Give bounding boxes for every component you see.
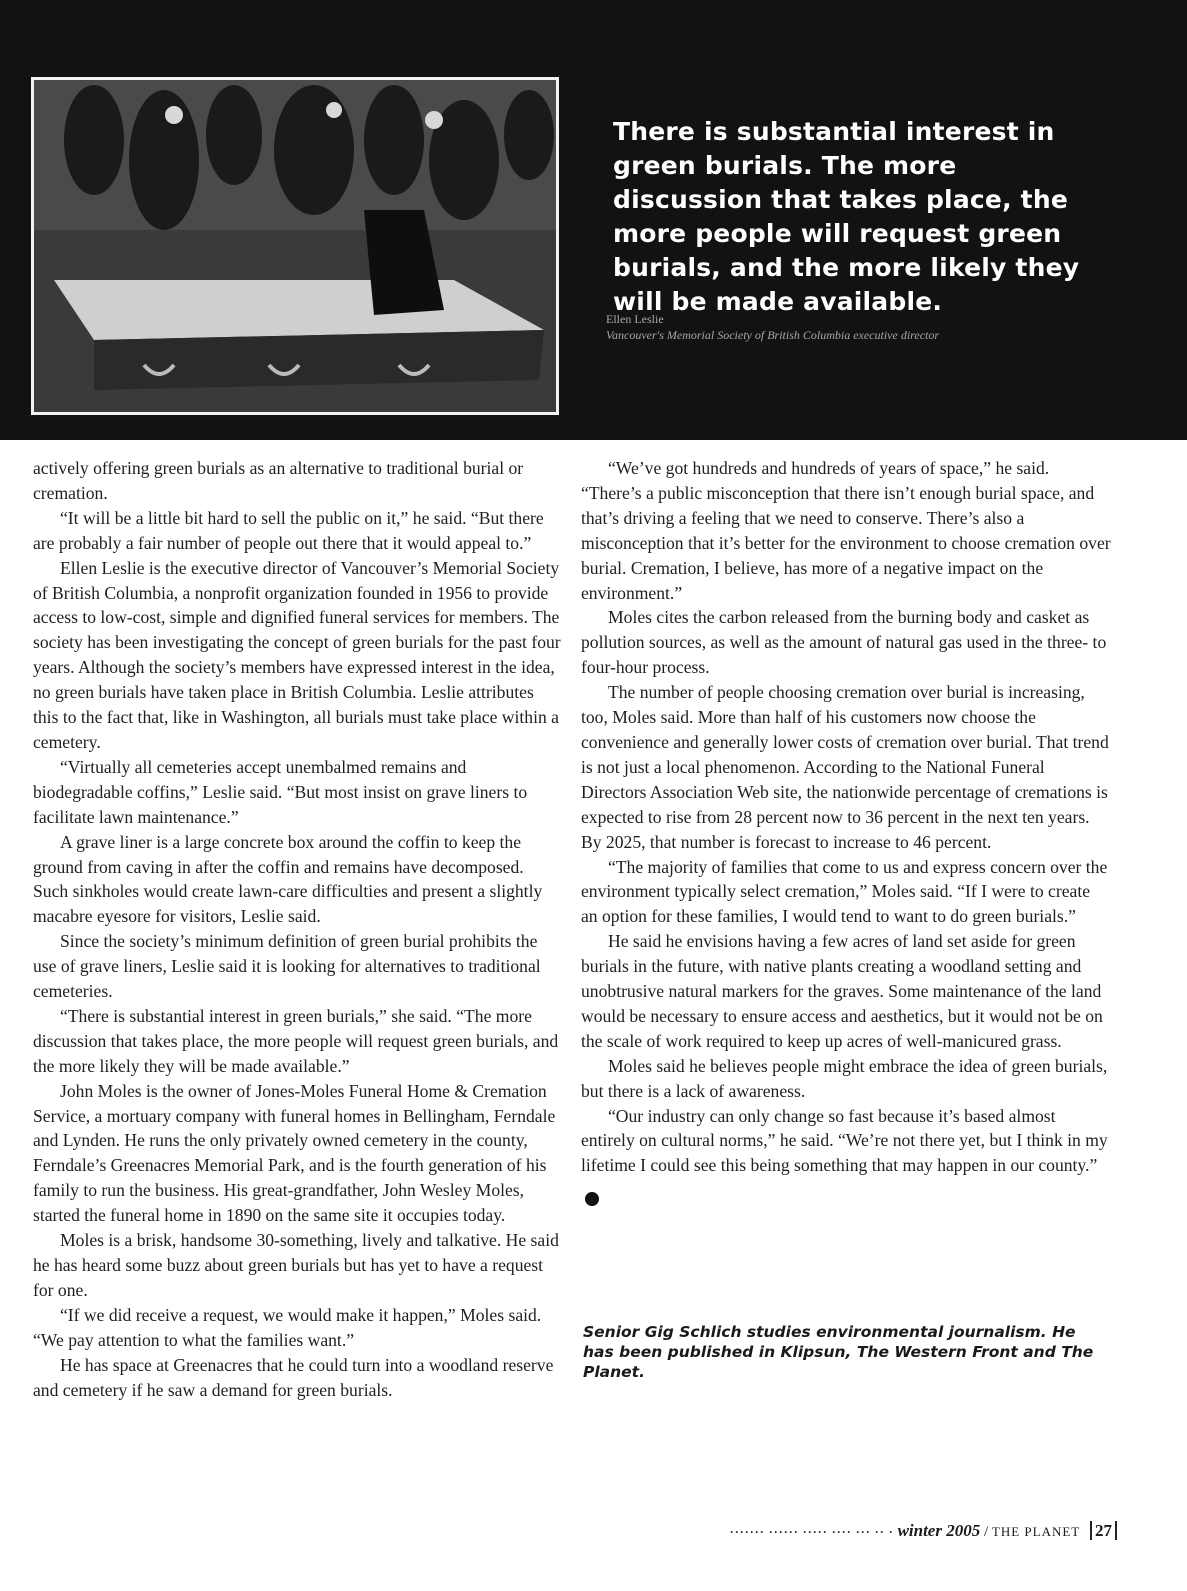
paragraph: The number of people choosing cremation over burial is increasing, too, Moles said. More than half of his customers now choose the convenience and generally lower costs of cremation over burial. That trend is not just a local phenomenon. According to the National Funeral Directors Association Web site, the nationwide percentage of cremations is expected to rise from 28 percent now to 36 percent in the next ten years. By 2025, that number is forecast to increase to 46 percent. xyxy=(581,682,1109,852)
page-number: 27 xyxy=(1090,1521,1117,1540)
page-footer xyxy=(730,1521,1117,1541)
article-column-left xyxy=(33,456,561,1402)
author-bio: Senior Gig Schlich studies environmental journalism. He has been published in Klipsun, The Western Front and The Planet. xyxy=(583,1323,1094,1381)
paragraph-final-text: “Our industry can only change so fast because it’s based almost entirely on cultural norms,” he said. “We’re not there yet, but I think in my lifetime I could see this being something that may happen in our county.” xyxy=(581,1105,1108,1176)
paragraph: Ellen Leslie is the executive director of Vancouver’s Memorial Society of British Columbia, a nonprofit organization founded in 1956 to provide access to low-cost, simple and dignified funeral services for members. The society has been investigating the concept of green burials for the past four years. Although the society’s members have expressed interest in the idea, no green burials have taken place in British Columbia. Leslie attributes this to the fact that, like in Washington, all burials must take place within a cemetery. xyxy=(33,557,561,752)
quote-attribution-title: Vancouver's Memorial Society of British Columbia executive director xyxy=(606,328,940,342)
paragraph: John Moles is the owner of Jones-Moles Funeral Home & Cremation Service, a mortuary company with funeral homes in Bellingham, Ferndale and Lynden. He runs the only privately owned cemetery in the county, Ferndale’s Greenacres Memorial Park, and is the fourth generation of his family to run the business. His great-grandfather, John Wesley Moles, started the funeral home in 1890 on the same site it occupies today. xyxy=(33,1080,556,1226)
article-column-right xyxy=(581,456,1111,1206)
footer-season: winter 2005 xyxy=(897,1521,981,1540)
photo-illustration xyxy=(34,80,556,412)
paragraph: “There is substantial interest in green burials,” she said. “The more discussion that takes place, the more people will request green burials, and the more likely they will be made available.” xyxy=(33,1005,559,1076)
paragraph: “Virtually all cemeteries accept unembalmed remains and biodegradable coffins,” Leslie said. “But most insist on grave liners to facilitate lawn maintenance.” xyxy=(33,756,528,827)
paragraph: “If we did receive a request, we would make it happen,” Moles said. “We pay attention to what the families want.” xyxy=(33,1304,542,1350)
pull-quote: There is substantial interest in green burials. The more discussion that takes place, the more people will request green burials, and the more likely they will be made available. xyxy=(613,117,1080,316)
paragraph: “It will be a little bit hard to sell the public on it,” he said. “But there are probably a fair number of people out there that it would appeal to.” xyxy=(33,507,544,553)
paragraph: Moles said he believes people might embrace the idea of green burials, but there is a lack of awareness. xyxy=(581,1055,1108,1101)
paragraph: He has space at Greenacres that he could turn into a woodland reserve and cemetery if he saw a demand for green burials. xyxy=(33,1354,554,1400)
photo-mourners-decorating-coffin xyxy=(31,77,559,415)
quote-attribution-name: Ellen Leslie xyxy=(606,312,664,326)
paragraph: A grave liner is a large concrete box around the coffin to keep the ground from caving in after the coffin and remains have decomposed. Such sinkholes would create lawn-care difficulties and present a slightly macabre eyesore for visitors, Leslie said. xyxy=(33,831,543,927)
paragraph: He said he envisions having a few acres of land set aside for green burials in the future, with native plants creating a woodland setting and unobtrusive natural markers for the graves. Some maintenance of the land would be necessary to ensure access and aesthetics, but it would not be on the scale of work required to keep up acres of well-manicured grass. xyxy=(581,931,1103,1051)
paragraph: Moles cites the carbon released from the burning body and casket as pollution sources, as well as the amount of natural gas used in the three- to four-hour process. xyxy=(581,607,1107,678)
footer-dots: ······· ······ ····· ···· ··· ·· · xyxy=(729,1525,894,1539)
paragraph: “The majority of families that come to us and express concern over the environment typically select cremation,” Moles said. “If I were to create an option for these families, I would tend to want to do green burials.” xyxy=(581,856,1108,927)
paragraph: Moles is a brisk, handsome 30-something, lively and talkative. He said he has heard some buzz about green burials but has yet to have a request for one. xyxy=(33,1230,559,1300)
end-of-story-icon xyxy=(585,1192,599,1206)
paragraph-final xyxy=(581,1104,1111,1207)
paragraph: “We’ve got hundreds and hundreds of years of space,” he said. “There’s a public misconception that there isn’t enough burial space, and that’s driving a feeling that we need to conserve. There’s also a misconception that it’s better for the environment to choose cremation over burial. Cremation, I believe, has more of a negative impact on the environment.” xyxy=(581,458,1111,603)
footer-publication: THE PLANET xyxy=(991,1524,1081,1539)
paragraph: Since the society’s minimum definition of green burial prohibits the use of grave liners, Leslie said it is looking for alternatives to traditional cemeteries. xyxy=(33,931,541,1002)
footer-separator: / xyxy=(983,1524,989,1540)
header-banner xyxy=(0,0,1187,440)
paragraph: actively offering green burials as an alternative to traditional burial or cremation. xyxy=(33,458,524,503)
